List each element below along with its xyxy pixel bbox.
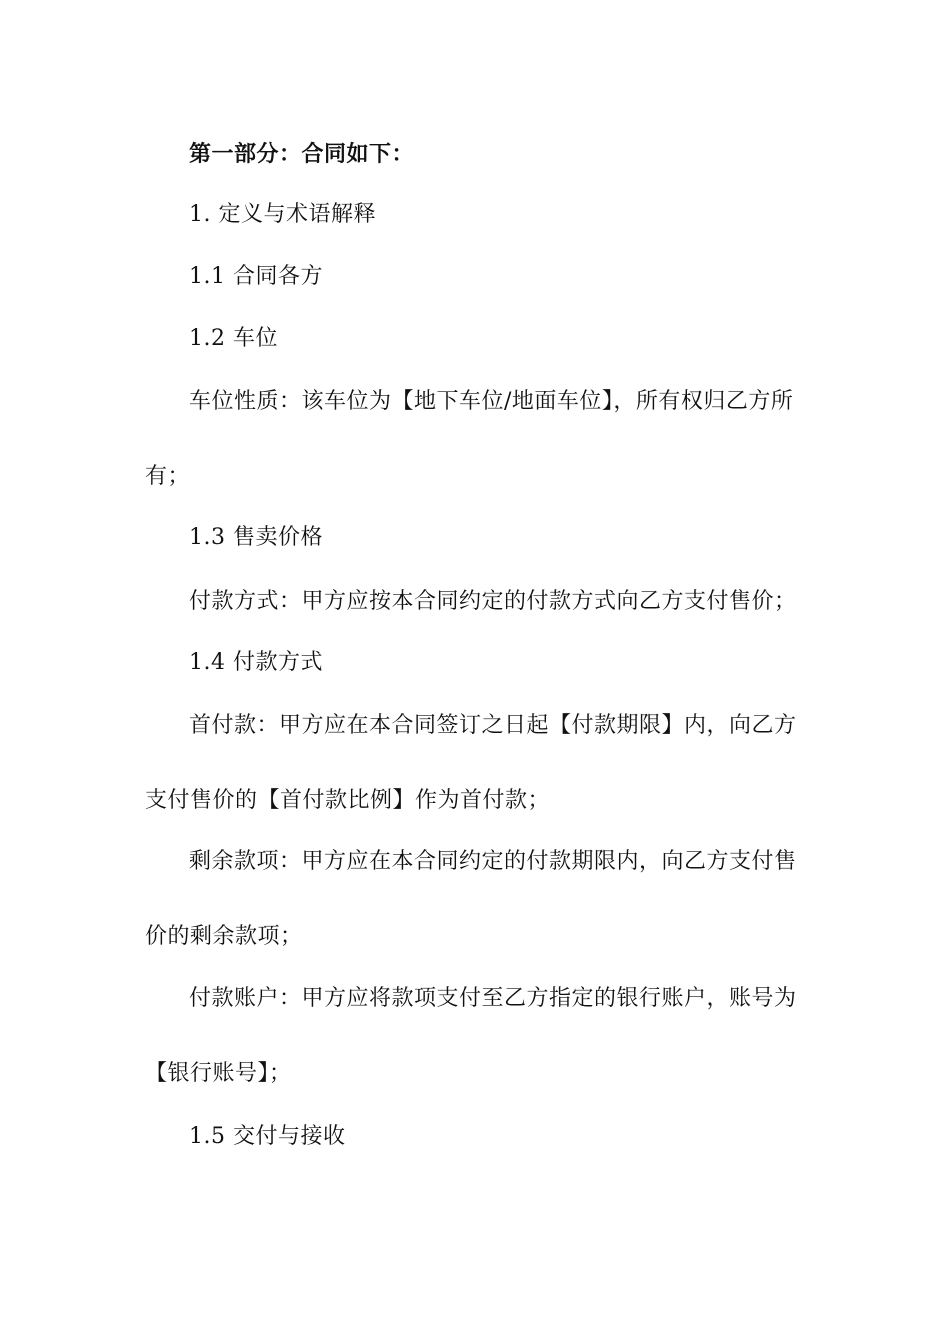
clause-1-3-heading: 1.3 售卖价格 xyxy=(189,525,323,550)
remaining-payment-paragraph-line-1: 剩余款项：甲方应在本合同约定的付款期限内，向乙方支付售 xyxy=(189,849,797,874)
clause-1-heading: 1. 定义与术语解释 xyxy=(189,202,376,227)
section-title: 第一部分：合同如下： xyxy=(189,141,415,167)
payment-account-paragraph-line-1: 付款账户：甲方应将款项支付至乙方指定的银行账户，账号为 xyxy=(189,986,797,1011)
parking-nature-paragraph-line-2: 有； xyxy=(145,464,191,489)
payment-account-paragraph-line-2: 【银行账号】； xyxy=(145,1061,292,1086)
parking-nature-paragraph-line-1: 车位性质：该车位为【地下车位/地面车位】，所有权归乙方所 xyxy=(189,389,794,414)
remaining-payment-paragraph-line-2: 价的剩余款项； xyxy=(145,924,303,949)
down-payment-paragraph-line-1: 首付款：甲方应在本合同签订之日起【付款期限】内，向乙方 xyxy=(189,713,797,738)
clause-1-1-heading: 1.1 合同各方 xyxy=(189,264,323,289)
clause-1-2-heading: 1.2 车位 xyxy=(189,326,278,351)
payment-method-paragraph: 付款方式：甲方应按本合同约定的付款方式向乙方支付售价； xyxy=(189,589,797,614)
clause-1-5-heading: 1.5 交付与接收 xyxy=(189,1124,346,1149)
clause-1-4-heading: 1.4 付款方式 xyxy=(189,650,323,675)
down-payment-paragraph-line-2: 支付售价的【首付款比例】作为首付款； xyxy=(145,788,551,813)
